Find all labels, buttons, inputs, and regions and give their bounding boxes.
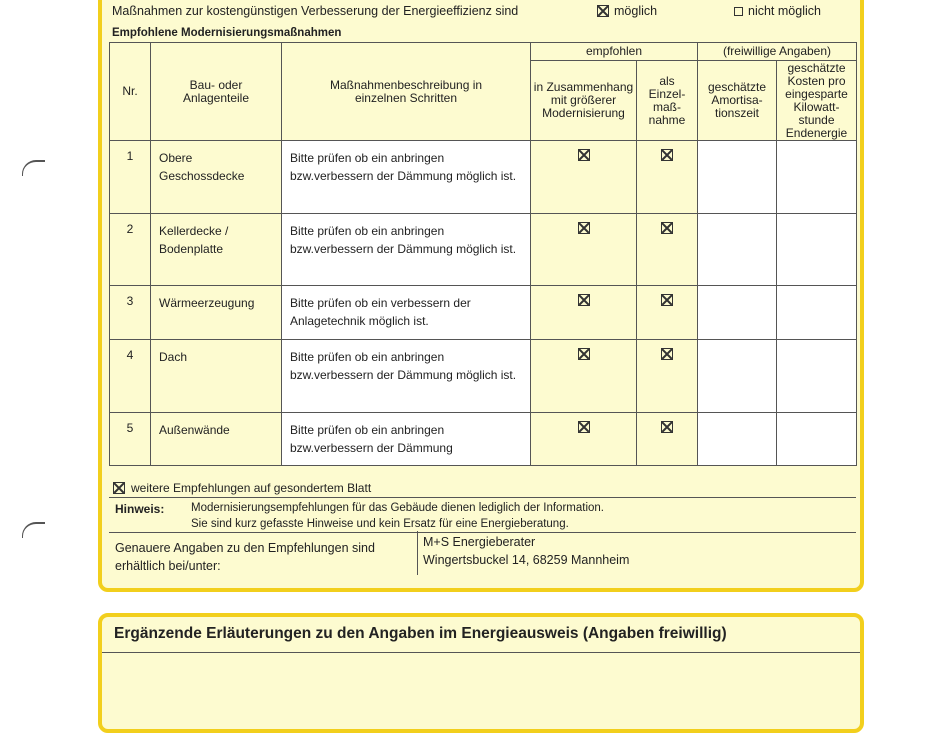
- checked-box-icon: [597, 5, 609, 17]
- row-nr: 1: [110, 141, 151, 214]
- header-individual: als Einzel- maß- nahme: [637, 61, 698, 141]
- table-row: [110, 141, 857, 214]
- checked-box-icon: [578, 222, 590, 234]
- table-row: [110, 413, 857, 466]
- row-amortization[interactable]: [698, 340, 777, 413]
- measures-table: [109, 42, 857, 466]
- checked-box-icon: [661, 294, 673, 306]
- header-description: Maßnahmenbeschreibung in einzelnen Schritten: [282, 43, 531, 141]
- explanations-title: Ergänzende Erläuterungen zu den Angaben im Energieausweis (Angaben freiwillig): [114, 625, 727, 642]
- advisor-address: Wingertsbuckel 14, 68259 Mannheim: [423, 553, 630, 567]
- checked-box-icon: [578, 348, 590, 360]
- row-individual-check[interactable]: [637, 286, 698, 340]
- option-possible-label: möglich: [614, 4, 658, 18]
- header-in-context: in Zusammenhang mit größerer Modernisierung: [531, 61, 637, 141]
- hint-label: Hinweis:: [115, 502, 165, 516]
- option-not-possible[interactable]: [734, 4, 821, 18]
- checked-box-icon: [661, 222, 673, 234]
- advisor-section: [109, 531, 856, 575]
- row-in-context-check[interactable]: [531, 286, 637, 340]
- row-individual-check[interactable]: [637, 413, 698, 466]
- row-in-context-check[interactable]: [531, 413, 637, 466]
- checked-box-icon: [578, 421, 590, 433]
- row-amortization[interactable]: [698, 141, 777, 214]
- details-label-line-1: Genauere Angaben zu den Empfehlungen sind: [115, 541, 375, 555]
- header-recommended: empfohlen: [531, 43, 698, 61]
- row-cost-per-kwh[interactable]: [777, 141, 857, 214]
- row-description: Bitte prüfen ob ein anbringen bzw.verbessern der Dämmung möglich ist.: [282, 214, 531, 286]
- advisor-name: M+S Energieberater: [423, 535, 536, 549]
- checked-box-icon: [113, 482, 125, 494]
- row-description: Bitte prüfen ob ein anbringen bzw.verbessern der Dämmung möglich ist.: [282, 340, 531, 413]
- row-cost-per-kwh[interactable]: [777, 413, 857, 466]
- row-description: Bitte prüfen ob ein verbessern der Anlagetechnik möglich ist.: [282, 286, 531, 340]
- checked-box-icon: [661, 149, 673, 161]
- row-individual-check[interactable]: [637, 214, 698, 286]
- row-nr: 2: [110, 214, 151, 286]
- table-row: [110, 286, 857, 340]
- row-amortization[interactable]: [698, 286, 777, 340]
- checked-box-icon: [661, 421, 673, 433]
- row-in-context-check[interactable]: [531, 214, 637, 286]
- table-row: [110, 340, 857, 413]
- empty-box-icon: [734, 7, 743, 16]
- advisor-info: [423, 533, 629, 569]
- punch-hole-bottom: [22, 522, 45, 538]
- row-in-context-check[interactable]: [531, 340, 637, 413]
- row-cost-per-kwh[interactable]: [777, 214, 857, 286]
- row-nr: 4: [110, 340, 151, 413]
- row-amortization[interactable]: [698, 214, 777, 286]
- checked-box-icon: [661, 348, 673, 360]
- row-nr: 3: [110, 286, 151, 340]
- more-recommendations[interactable]: [109, 479, 856, 497]
- row-cost-per-kwh[interactable]: [777, 340, 857, 413]
- row-in-context-check[interactable]: [531, 141, 637, 214]
- row-cost-per-kwh[interactable]: [777, 286, 857, 340]
- option-possible[interactable]: [597, 4, 657, 18]
- header-component: Bau- oder Anlagenteile: [151, 43, 282, 141]
- row-component: Außenwände: [151, 413, 282, 466]
- details-label-line-2: erhältlich bei/unter:: [115, 559, 221, 573]
- more-recommendations-label: weitere Empfehlungen auf gesondertem Blatt: [131, 481, 372, 495]
- row-component: Dach: [151, 340, 282, 413]
- divider: [102, 652, 860, 653]
- row-amortization[interactable]: [698, 413, 777, 466]
- option-not-possible-label: nicht möglich: [748, 4, 821, 18]
- hint-line-2: Sie sind kurz gefasste Hinweise und kein Ersatz für eine Energieberatung.: [191, 518, 569, 530]
- hint-line-1: Modernisierungsempfehlungen für das Gebäude dienen lediglich der Information.: [191, 502, 604, 514]
- row-component: Kellerdecke / Bodenplatte: [151, 214, 282, 286]
- checked-box-icon: [578, 149, 590, 161]
- row-component: Wärmeerzeugung: [151, 286, 282, 340]
- hint-box: [109, 497, 856, 533]
- row-individual-check[interactable]: [637, 141, 698, 214]
- header-amortization: geschätzte Amortisa- tionszeit: [698, 61, 777, 141]
- divider: [417, 531, 418, 575]
- section-title: Empfohlene Modernisierungsmaßnahmen: [112, 27, 342, 39]
- row-nr: 5: [110, 413, 151, 466]
- row-component: Obere Geschossdecke: [151, 141, 282, 214]
- punch-hole-top: [22, 160, 45, 176]
- header-voluntary: (freiwillige Angaben): [698, 43, 857, 61]
- details-label: [115, 539, 375, 575]
- row-description: Bitte prüfen ob ein anbringen bzw.verbessern der Dämmung: [282, 413, 531, 466]
- explanations-panel: [98, 613, 864, 733]
- header-nr: Nr.: [110, 43, 151, 141]
- header-cost-per-kwh: geschätzte Kosten pro eingesparte Kilowatt- stunde Endenergie: [777, 61, 857, 141]
- row-individual-check[interactable]: [637, 340, 698, 413]
- modernization-panel: [98, 0, 864, 592]
- intro-text: Maßnahmen zur kostengünstigen Verbesserung der Energieeffizienz sind: [112, 4, 519, 18]
- table-row: [110, 214, 857, 286]
- checked-box-icon: [578, 294, 590, 306]
- row-description: Bitte prüfen ob ein anbringen bzw.verbessern der Dämmung möglich ist.: [282, 141, 531, 214]
